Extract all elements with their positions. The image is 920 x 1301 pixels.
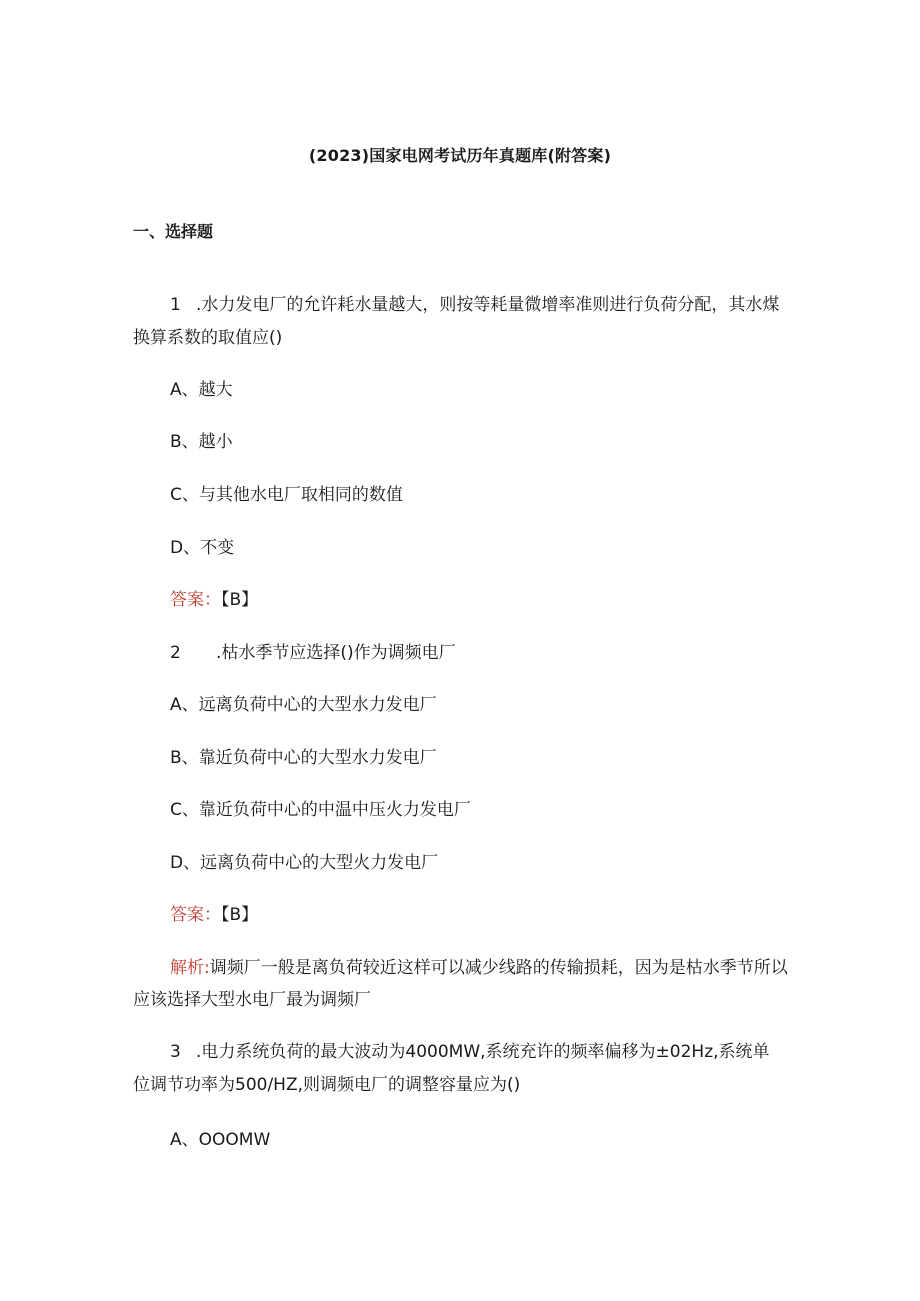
question-1-line-1 xyxy=(170,290,779,320)
answer-value: 【B】 xyxy=(221,590,259,610)
answer-value: 【B】 xyxy=(221,905,259,925)
question-2-option-a: A、远离负荷中心的大型水力发电厂 xyxy=(170,695,437,715)
section-heading: 一、选择题 xyxy=(133,222,214,241)
question-2-number: 2 xyxy=(170,643,181,663)
question-3-option-a: A、OOOMW xyxy=(170,1130,271,1150)
analysis-text-line-1: 调频厂一般是离负荷较近这样可以减少线路的传输损耗，因为是枯水季节所以 xyxy=(209,958,788,978)
question-2-analysis-line-2: 应该选择大型水电厂最为调频厂 xyxy=(133,990,371,1010)
question-1-text-line-1: .水力发电厂的允许耗水量越大，则按等耗量微增率准则进行负荷分配，其水煤 xyxy=(196,295,780,315)
analysis-label: 解析: xyxy=(170,958,210,978)
question-3-text-line-1: .电力系统负荷的最大波动为4000MW,系统充许的频率偏移为±02Hz,系统单 xyxy=(196,1042,770,1062)
question-1-option-a: A、越大 xyxy=(170,380,233,400)
question-2-analysis-line-1 xyxy=(170,953,788,983)
question-3-number: 3 xyxy=(170,1042,181,1062)
answer-label: 答案： xyxy=(170,905,221,925)
question-2-answer xyxy=(170,900,258,930)
question-2-option-d: D、远离负荷中心的大型火力发电厂 xyxy=(170,853,439,873)
question-1-option-b: B、越小 xyxy=(170,432,233,452)
answer-label: 答案： xyxy=(170,590,221,610)
question-1-number: 1 xyxy=(170,295,181,315)
question-2-line xyxy=(170,638,456,668)
question-1-option-c: C、与其他水电厂取相同的数值 xyxy=(170,485,403,505)
question-3-line-1 xyxy=(170,1037,770,1067)
question-2-option-c: C、靠近负荷中心的中温中压火力发电厂 xyxy=(170,800,471,820)
question-1-option-d: D、不变 xyxy=(170,538,235,558)
question-1-answer xyxy=(170,585,258,615)
document-title: (2023)国家电网考试历年真题库(附答案) xyxy=(308,146,612,165)
question-2-option-b: B、靠近负荷中心的大型水力发电厂 xyxy=(170,748,437,768)
question-2-text: .枯水季节应选择()作为调频电厂 xyxy=(216,643,456,663)
question-3-text-line-2: 位调节功率为500/HZ,则调频电厂的调整容量应为() xyxy=(133,1075,521,1095)
question-1-text-line-2: 换算系数的取值应() xyxy=(133,328,283,348)
